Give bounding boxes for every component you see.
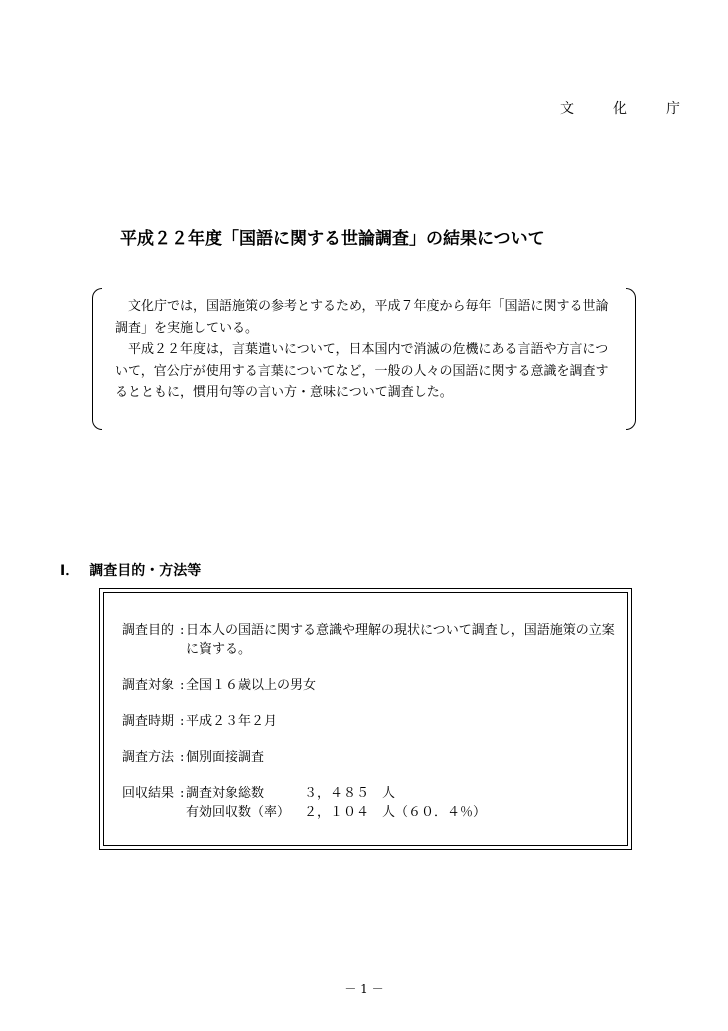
left-bracket <box>92 288 102 430</box>
result-name: 有効回収数（率） <box>186 805 291 820</box>
purpose-value: 日本人の国語に関する意識や理解の現状について調査し，国語施策の立案に資する。 <box>186 623 615 657</box>
period-label: 調査時期 <box>122 714 175 729</box>
summary-text <box>115 296 615 404</box>
result-row: 回収結果 : 調査対象総数 ３，４８５ 人 有効回収数（率） ２，１０４ 人（６０．４％） <box>122 784 622 822</box>
survey-details-inner <box>103 592 628 846</box>
purpose-row: 調査目的 : 日本人の国語に関する意識や理解の現状について調査し，国語施策の立案に資する。 <box>122 621 622 659</box>
section-title: 調査目的・方法等 <box>89 563 202 579</box>
section-number: Ⅰ． <box>60 563 80 579</box>
method-row: 調査方法 : 個別面接調査 <box>122 748 622 767</box>
result-name: 調査対象総数 <box>186 786 265 801</box>
agency-char: 文 <box>560 101 574 117</box>
agency-char: 庁 <box>666 101 680 117</box>
target-label: 調査対象 <box>122 678 175 693</box>
page-number: － 1 － <box>344 982 384 996</box>
document-title: 平成２２年度「国語に関する世論調査」の結果について <box>120 229 545 249</box>
purpose-label: 調査目的 <box>122 623 175 638</box>
agency-char: 化 <box>613 101 627 117</box>
target-value: 全国１６歳以上の男女 <box>186 678 317 693</box>
result-label: 回収結果 <box>122 786 175 801</box>
summary-box <box>92 288 636 430</box>
agency-name <box>560 98 680 118</box>
result-count: ３，４８５ <box>304 786 370 801</box>
summary-paragraph: 文化庁では，国語施策の参考とするため，平成７年度から毎年「国語に関する世論調査」を実施している。 <box>115 299 609 336</box>
period-row: 調査時期 : 平成２３年２月 <box>122 712 622 731</box>
result-unit: 人（６０．４％） <box>382 805 487 820</box>
result-unit: 人 <box>382 786 396 801</box>
method-value: 個別面接調査 <box>186 750 265 765</box>
method-label: 調査方法 <box>122 750 175 765</box>
survey-rows <box>122 621 622 839</box>
target-row: 調査対象 : 全国１６歳以上の男女 <box>122 676 622 695</box>
result-table <box>186 784 622 822</box>
summary-paragraph: 平成２２年度は，言葉遣いについて，日本国内で消滅の危機にある言語や方言について，官公庁が使用する言葉についてなど，一般の人々の国語に関する意識を調査するとともに，慣用句等の言い方・意味について調査した。 <box>115 342 609 400</box>
result-count: ２，１０４ <box>304 805 370 820</box>
section-heading <box>60 560 201 580</box>
right-bracket <box>626 288 636 430</box>
survey-details-box <box>99 588 632 850</box>
period-value: 平成２３年２月 <box>186 714 278 729</box>
